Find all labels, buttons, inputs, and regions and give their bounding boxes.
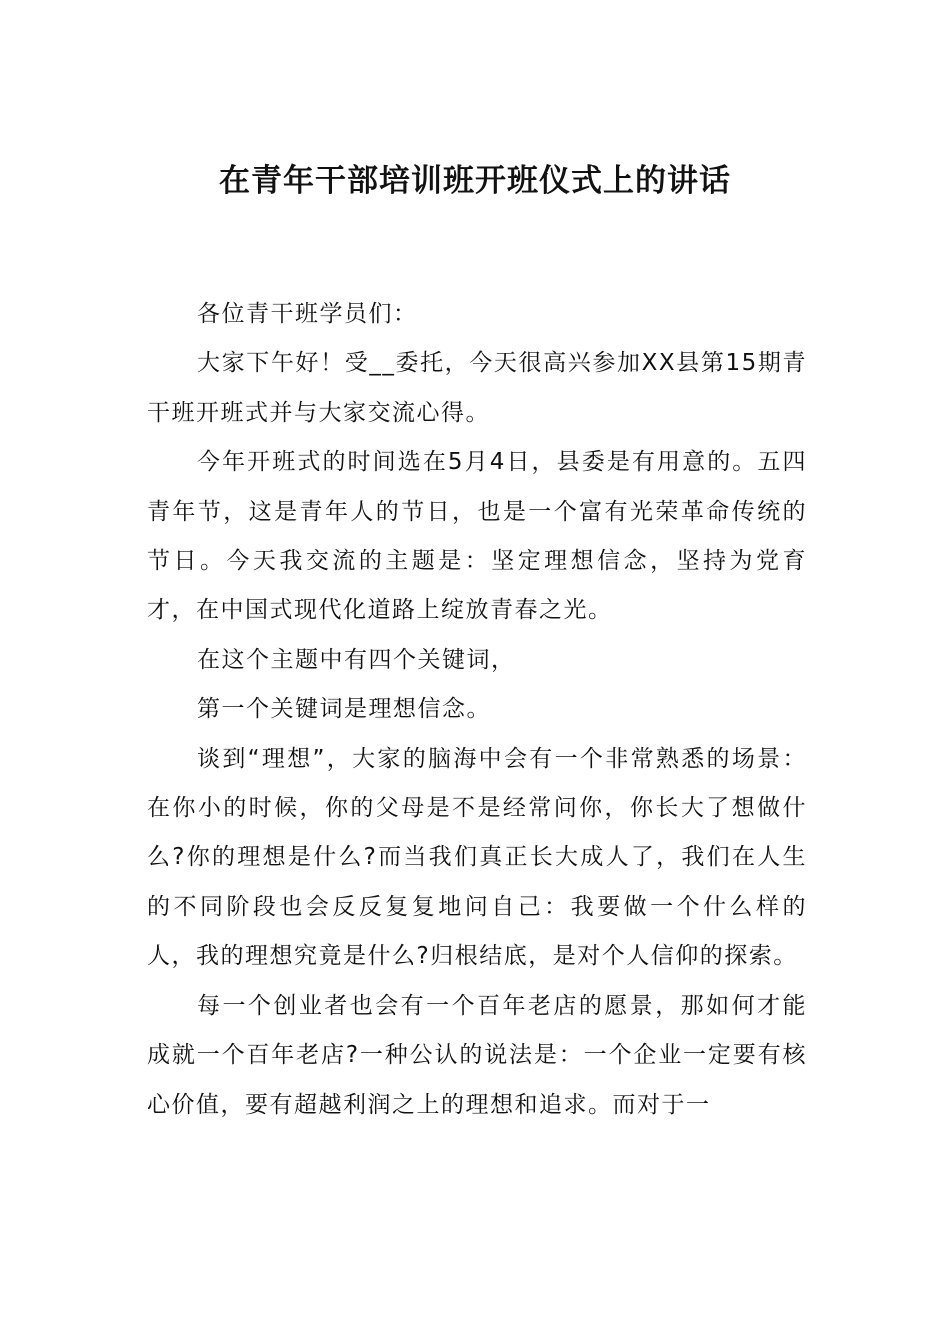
greeting-paragraph: 大家下午好！受__委托，今天很高兴参加XX县第15期青干班开班式并与大家交流心得。 bbox=[147, 350, 807, 426]
keywords-intro-paragraph: 在这个主题中有四个关键词， bbox=[197, 646, 516, 673]
salutation-paragraph: 各位青干班学员们： bbox=[197, 301, 418, 327]
entrepreneur-paragraph: 每一个创业者也会有一个百年老店的愿景，那如何才能成就一个百年老店?一种公认的说法是：一个企业一定要有核心价值，要有超越利润之上的理想和追求。而对于一 bbox=[147, 992, 807, 1118]
first-keyword-paragraph: 第一个关键词是理想信念。 bbox=[197, 696, 491, 723]
document-title: 在青年干部培训班开班仪式上的讲话 bbox=[219, 163, 731, 199]
theme-paragraph: 今年开班式的时间选在5月4日，县委是有用意的。五四青年节，这是青年人的节日，也是一个富有光荣革命传统的节日。今天我交流的主题是：坚定理想信念，坚持为党育才，在中国式现代化道路上绽放青春之光。 bbox=[147, 449, 807, 624]
document-body bbox=[147, 290, 807, 1130]
ideal-paragraph: 谈到“理想”，大家的脑海中会有一个非常熟悉的场景：在你小的时候，你的父母是不是经常问你，你长大了想做什么?你的理想是什么?而当我们真正长大成人了，我们在人生的不同阶段也会反反复复地问自己：我要做一个什么样的人，我的理想究竟是什么?归根结底，是对个人信仰的探索。 bbox=[147, 745, 807, 970]
